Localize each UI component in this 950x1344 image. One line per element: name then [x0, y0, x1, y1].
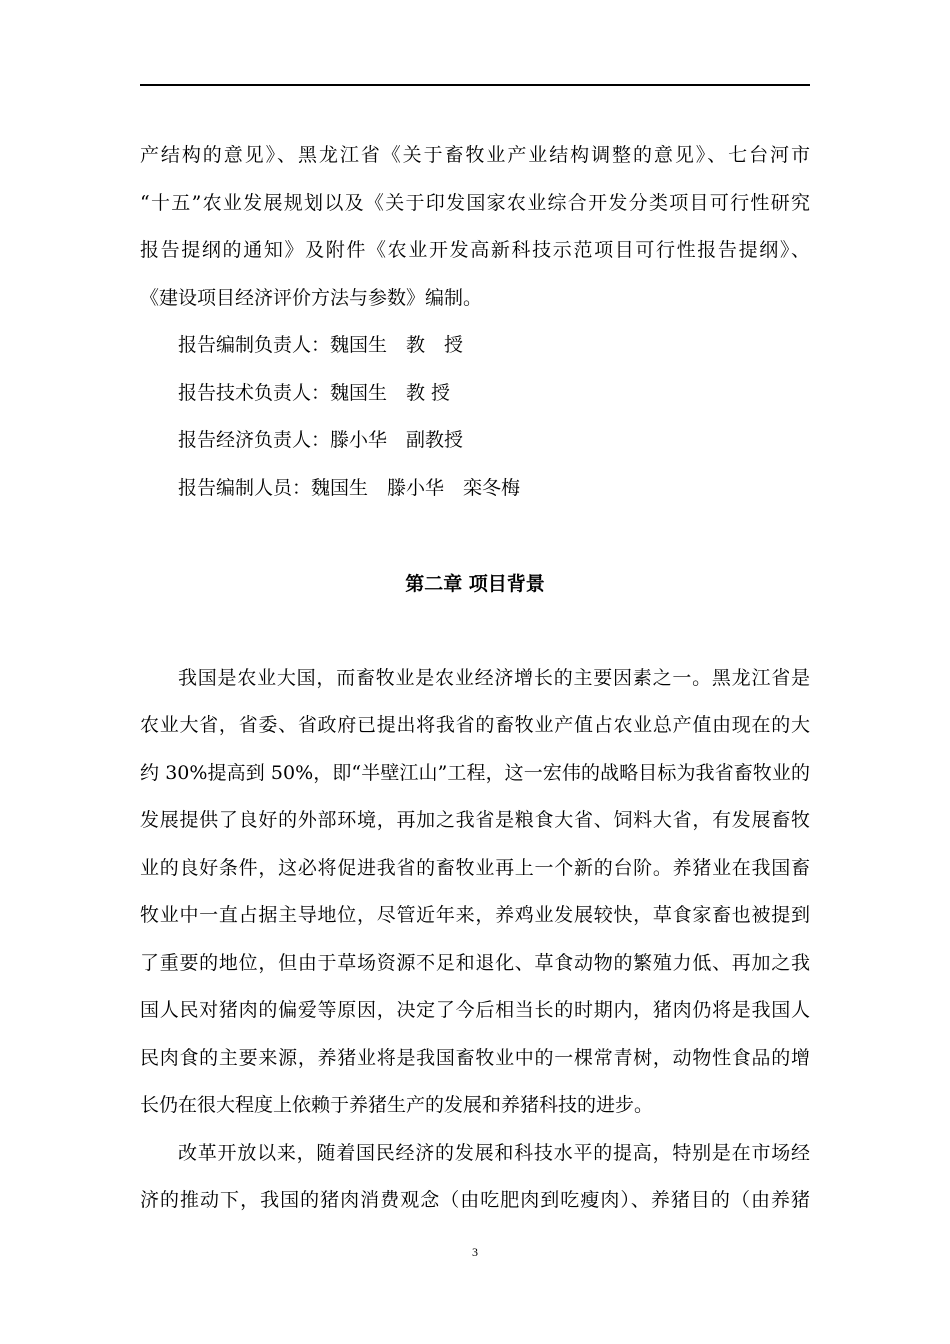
- paragraph-line: 约 30%提高到 50%，即“半壁江山”工程，这一宏伟的战略目标为我省畜牧业的: [140, 762, 810, 784]
- paragraph-line: 济的推动下，我国的猪肉消费观念（由吃肥肉到吃瘦肉）、养猪目的（由养猪: [140, 1189, 810, 1211]
- personnel-technical-lead: 报告技术负责人：魏国生 教 授: [178, 382, 451, 404]
- paragraph-line: 发展提供了良好的外部环境，再加之我省是粮食大省、饲料大省，有发展畜牧: [140, 809, 810, 831]
- paragraph-line: “十五”农业发展规划以及《关于印发国家农业综合开发分类项目可行性研究: [140, 192, 810, 214]
- paragraph-line: 业的良好条件，这必将促进我省的畜牧业再上一个新的台阶。养猪业在我国畜: [140, 857, 810, 879]
- paragraph-line: 农业大省，省委、省政府已提出将我省的畜牧业产值占农业总产值由现在的大: [140, 714, 810, 736]
- page-number: 3: [472, 1245, 478, 1259]
- chapter-title: 第二章 项目背景: [405, 573, 545, 595]
- paragraph-line: 民肉食的主要来源，养猪业将是我国畜牧业中的一棵常青树，动物性食品的增: [140, 1047, 810, 1069]
- paragraph-line: 国人民对猪肉的偏爱等原因，决定了今后相当长的时期内，猪肉仍将是我国人: [140, 999, 810, 1021]
- personnel-editors: 报告编制人员：魏国生 滕小华 栾冬梅: [178, 477, 521, 499]
- personnel-editor-in-charge: 报告编制负责人：魏国生 教 授: [178, 334, 464, 356]
- paragraph-line: 我国是农业大国，而畜牧业是农业经济增长的主要因素之一。黑龙江省是: [178, 667, 810, 689]
- paragraph-line: 报告提纲的通知》及附件《农业开发高新科技示范项目可行性报告提纲》、: [140, 239, 810, 261]
- paragraph-line: 长仍在很大程度上依赖于养猪生产的发展和养猪科技的进步。: [140, 1094, 654, 1116]
- paragraph-line: 改革开放以来，随着国民经济的发展和科技水平的提高，特别是在市场经: [178, 1142, 810, 1164]
- paragraph-line: 《建设项目经济评价方法与参数》编制。: [140, 287, 483, 309]
- paragraph-line: 了重要的地位，但由于草场资源不足和退化、草食动物的繁殖力低、再加之我: [140, 952, 810, 974]
- header-rule: [140, 84, 810, 86]
- paragraph-line: 产结构的意见》、黑龙江省《关于畜牧业产业结构调整的意见》、七台河市: [140, 144, 810, 166]
- paragraph-line: 牧业中一直占据主导地位，尽管近年来，养鸡业发展较快，草食家畜也被提到: [140, 904, 810, 926]
- personnel-economic-lead: 报告经济负责人：滕小华 副教授: [178, 429, 464, 451]
